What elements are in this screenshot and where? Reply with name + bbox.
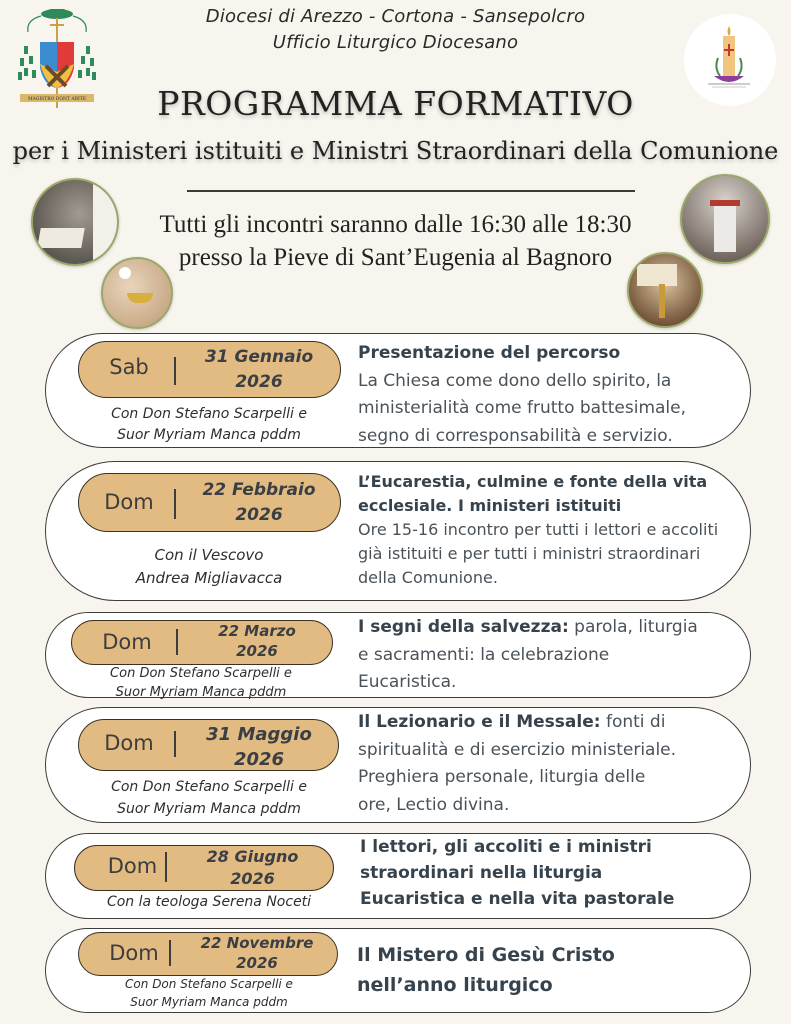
- schedule-location-info: presso la Pieve di Sant’Eugenia al Bagnoro: [178, 244, 613, 271]
- date-separator: [169, 940, 171, 966]
- date-separator: [174, 357, 176, 385]
- event-speaker: Con la teologa Serena Noceti: [106, 894, 312, 910]
- date-pill: [71, 620, 333, 665]
- event-description: I segni della salvezza: parola, liturgia e sacramenti: la celebrazione Eucaristica.: [358, 617, 698, 692]
- event-title: Il Mistero di Gesù Cristo: [357, 944, 615, 966]
- event-title: I lettori, gli accoliti e i ministri: [360, 837, 652, 857]
- event-title: Eucaristica e nella vita pastorale: [360, 889, 675, 909]
- coat-of-arms-motto: MAGISTRO DONT ABITE: [27, 97, 87, 102]
- schedule-time-info: Tutti gli incontri saranno dalle 16:30 alle 18:30: [159, 211, 632, 238]
- date-separator: [174, 731, 176, 757]
- date-separator: [176, 629, 178, 655]
- event-speaker: Con Don Stefano Scarpelli e Suor Myriam Manca pddm: [111, 779, 307, 817]
- event-day: Dom: [102, 630, 152, 654]
- event-title: ecclesiale. I ministeri istituiti: [358, 496, 622, 515]
- event-day: Dom: [109, 941, 159, 965]
- event-day: Dom: [107, 854, 158, 878]
- event-day: Sab: [109, 355, 149, 379]
- date-pill: [78, 341, 341, 398]
- event-date: 22 Marzo 2026: [218, 622, 296, 660]
- event-title: straordinari nella liturgia: [360, 863, 603, 883]
- event-speaker: Con Don Stefano Scarpelli e Suor Myriam Manca pddm: [125, 977, 293, 1009]
- diocese-name: Diocesi di Arezzo - Cortona - Sansepolcro: [205, 6, 586, 27]
- event-date: 28 Giugno 2026: [206, 847, 299, 888]
- office-name: Ufficio Liturgico Diocesano: [272, 32, 519, 53]
- page-title: PROGRAMMA FORMATIVO: [157, 84, 634, 123]
- event-day: Dom: [104, 490, 154, 514]
- event-date: 31 Maggio 2026: [206, 724, 312, 770]
- chalice-photo: [680, 174, 770, 264]
- event-description: [357, 940, 615, 1000]
- page-subtitle: per i Ministeri istituiti e Ministri Straordinari della Comunione: [12, 137, 779, 165]
- date-pill: [78, 473, 341, 532]
- event-title: nell’anno liturgico: [357, 974, 553, 996]
- event-date: 22 Novembre 2026: [200, 934, 314, 972]
- date-pill: [74, 845, 334, 891]
- date-separator: [165, 852, 167, 882]
- title-divider: [187, 190, 635, 192]
- event-speaker: Con Don Stefano Scarpelli e Suor Myriam Manca pddm: [110, 666, 292, 700]
- host-and-chalice-photo: [101, 257, 173, 329]
- altar-photo: [627, 252, 703, 328]
- event-description: Il Lezionario e il Messale: fonti di spiritualità e di esercizio ministeriale. Preghiera personale, liturgia delle ore, Lectio divina.: [358, 712, 677, 815]
- event-day: Dom: [104, 731, 154, 755]
- date-pill: [78, 932, 338, 976]
- event-date: 31 Gennaio 2026: [204, 347, 314, 392]
- event-title: Presentazione del percorso: [358, 343, 621, 363]
- event-title: L’Eucarestia, culmine e fonte della vita: [358, 472, 708, 491]
- event-speaker: Con Don Stefano Scarpelli e Suor Myriam Manca pddm: [111, 406, 307, 443]
- event-date: 22 Febbraio 2026: [202, 480, 316, 525]
- event-description: [360, 834, 674, 912]
- event-speaker: Con il Vescovo Andrea Migliavacca: [135, 546, 283, 587]
- incense-photo: [31, 178, 119, 266]
- date-separator: [174, 489, 176, 519]
- event-title: I segni della salvezza:: [358, 617, 569, 637]
- date-pill: [78, 719, 339, 771]
- event-title: Il Lezionario e il Messale:: [358, 712, 601, 732]
- event-description: L’Eucarestia, culmine e fonte della vita ecclesiale. I ministeri istituiti Ore 15-16 incontro per tutti i lettori e accoliti già istituiti e per tutti i ministri straordinari della Comunione.: [358, 472, 719, 587]
- event-description: Presentazione del percorso La Chiesa come dono dello spirito, la ministerialità come frutto battesimale, segno di corresponsabilità e servizio.: [358, 340, 686, 450]
